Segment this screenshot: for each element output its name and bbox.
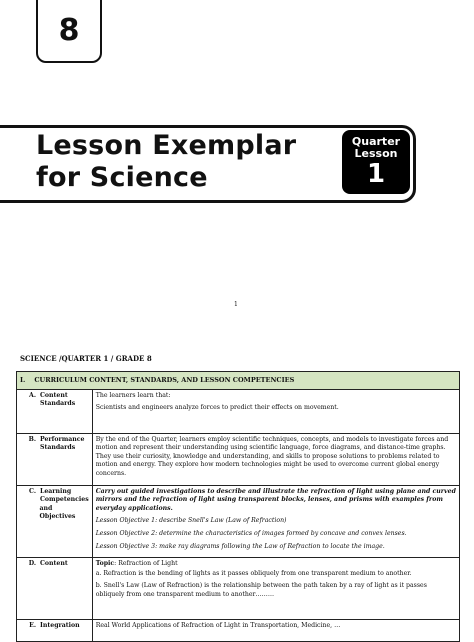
row-label-text: Standards [40,444,76,452]
row-label-text: Learning [40,487,72,495]
lesson-objective: Lesson Objective 1: describe Snell's Law (Law of Refraction) [95,517,287,525]
topic-text: : Refraction of Light [114,560,178,568]
lesson-objective: Lesson Objective 2: determine the characteristics of images formed by concave and convex lenses. [95,529,407,537]
content-text: Real World Applications of Refraction of Light in Transportation, Medicine, … [95,622,341,630]
grade-number-box [36,0,102,63]
row-letter: C. [29,487,36,495]
content-text: a. Refraction is the bending of lights as it passes obliquely from one transparent medium to another. [95,569,412,577]
row-content [92,485,459,558]
document-header: SCIENCE /QUARTER 1 / GRADE 8 [20,354,152,363]
content-text: b. Snell's Law (Law of Refraction) is the relationship between the path taken by a ray of light as it passes obliquely from one transparent medium to another……… [95,582,427,598]
section-roman: I. [20,376,26,384]
competency-text: Carry out guided investigations to describe and illustrate the refraction of light using plane and curved mirrors and the refraction of light using transparent blocks, lenses, and prisms with examples from everyday applications. [95,487,456,512]
row-label [17,485,93,558]
title-line-2: for Science [36,162,208,193]
lesson-objective: Lesson Objective 3: make ray diagrams following the Law of Refraction to locate the image. [95,542,385,550]
title-line-1: Lesson Exemplar [36,130,297,161]
row-letter: B. [28,435,36,443]
row-letter: E. [29,622,36,630]
grade-number: 8 [58,13,80,48]
table-row [17,389,460,433]
row-label [17,433,93,485]
row-label-text: Competencies [40,496,89,504]
quarter-lesson-badge [342,130,410,194]
row-content [92,558,459,620]
row-label-text: Performance [40,435,85,443]
row-label-text: Integration [40,622,80,630]
row-content [92,389,459,433]
curriculum-table [16,371,460,642]
content-text: The learners learn that: [95,391,171,399]
section-header [17,372,460,390]
content-text: By the end of the Quarter, learners employ scientific techniques, concepts, and models to investigate forces and motion and represent their understanding using scientific language, force diagrams, and distance-time graphs. They use their curiosity, knowledge and understanding, and skills to propose solutions to problems related to motion and energy. They explore how modern technologies might be used to overcome current global energy concerns. [95,435,449,477]
row-letter: D. [28,560,36,568]
row-content [92,620,459,642]
row-label-text: Content [40,391,68,399]
page-number: 1 [234,301,238,308]
lesson-label: Lesson [354,147,398,160]
section-title: CURRICULUM CONTENT, STANDARDS, AND LESSON COMPETENCIES [34,376,295,384]
row-letter: A. [29,391,36,399]
document-title [36,130,296,194]
content-text: Scientists and engineers analyze forces to predict their effects on movement. [95,404,339,412]
lesson-number: 1 [366,159,386,189]
row-label [17,389,93,433]
table-row [17,620,460,642]
row-label [17,558,93,620]
row-label-text: and Objectives [39,504,76,521]
table-row [17,485,460,558]
topic-label: Topic [95,560,115,568]
table-row [17,433,460,485]
quarter-label: Quarter [351,135,401,148]
row-label-text: Standards [40,400,76,408]
section-header-row [17,372,460,390]
row-content [92,433,459,485]
row-label-text: Content [40,560,68,568]
row-label [17,620,93,642]
table-row [17,558,460,620]
